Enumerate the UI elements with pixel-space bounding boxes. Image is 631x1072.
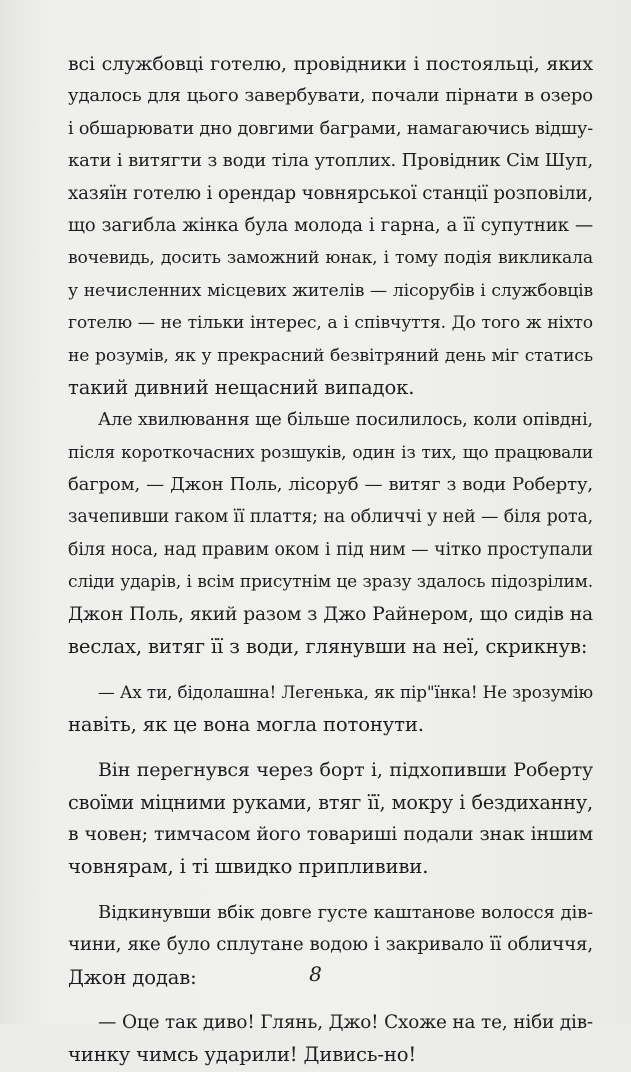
text-line: після короткочасних розшуків, один із тих, що працювали [68, 442, 593, 463]
text-line: Він перегнувся через борт і, підхопивши Роберту [98, 759, 593, 782]
text-line: Відкинувши вбік довге густе каштанове волосся дів- [98, 901, 593, 923]
paragraph [68, 404, 593, 663]
text-line: хазяїн готелю і орендар човнярської станції розповіли, [68, 182, 594, 204]
text-line: Джон Поль, який разом з Джо Райнером, що сидів на [68, 603, 593, 625]
page-number: 8 [309, 962, 322, 986]
text-line: що загибла жінка була молода і гарна, а її супутник — [68, 214, 593, 236]
paragraph-gap [68, 994, 593, 1007]
text-line: і обшарювати дно довгими баграми, намагаючись відшу- [68, 118, 593, 139]
paragraph-gap [68, 741, 593, 754]
text-line: — Ах ти, бідолашна! Легенька, як пір"їнка! Не зрозумію [98, 682, 593, 703]
text-line: навіть, як це вона могла потонути. [68, 712, 424, 736]
text-line: не розумів, як у прекрасний безвітряний день міг статись [68, 345, 593, 366]
paragraph [68, 754, 593, 884]
text-line: такий дивний нещасний випадок. [68, 375, 415, 399]
text-line: багром, — Джон Поль, лісоруб — витяг з води Роберту, [68, 474, 593, 496]
text-line: Але хвилювання ще більше посилилось, коли опівдні, [98, 410, 593, 431]
text-line: чини, яке було сплутане водою і закривало її обличчя, [68, 934, 593, 956]
text-line: своїми міцними руками, втяг її, мокру і бездиханну, [68, 790, 593, 814]
text-line: човнярам, і ті швидко приплививи. [68, 855, 429, 879]
paragraph-gap [68, 663, 593, 676]
text-line: вочевидь, досить заможний юнак, і тому подія викликала [68, 248, 593, 269]
text-line: готелю — не тільки інтерес, а і співчуття. До того ж ніхто [68, 313, 593, 334]
paragraph [68, 1007, 593, 1072]
paragraph [68, 48, 593, 404]
text-line: чинку чимсь ударили! Дивись-но! [68, 1043, 417, 1067]
text-line: в човен; тимчасом його товариші подали знак іншим [68, 823, 593, 845]
paragraph [68, 676, 593, 741]
text-line: сліди ударів, і всім присутнім це зразу здалось підозрілим. [68, 572, 593, 593]
text-line: у нечисленних місцевих жителів — лісорубів і службовців [68, 280, 593, 301]
text-line: зачепивши гаком її плаття; на обличчі у ней — біля рота, [68, 507, 593, 528]
text-line: біля носа, над правим оком і під ним — чітко проступали [68, 539, 593, 560]
text-line: кати і витягти з води тіла утоплих. Провідник Сім Шуп, [68, 150, 594, 172]
text-line: — Оце так диво! Глянь, Джо! Схоже на те, ніби дів- [98, 1011, 593, 1033]
text-line: удалось для цього завербувати, почали пірнати в озеро [68, 85, 593, 107]
page-text [68, 48, 593, 1072]
text-line: веслах, витяг її з води, глянувши на неї, скрикнув: [68, 635, 588, 659]
paragraph-gap [68, 884, 593, 897]
text-line: всі службовці готелю, провідники і постояльці, яких [68, 53, 593, 75]
text-line: Джон додав: [68, 965, 197, 989]
